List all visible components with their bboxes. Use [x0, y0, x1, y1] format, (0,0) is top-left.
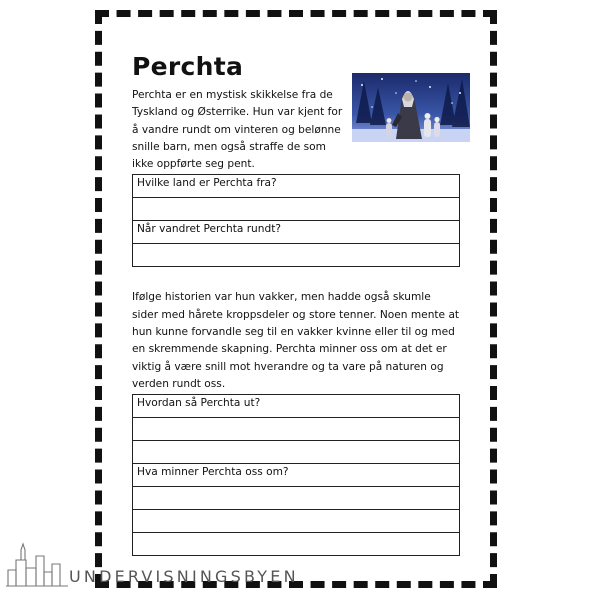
answer-line[interactable]	[133, 487, 460, 510]
answer-line[interactable]	[133, 244, 460, 267]
table-row	[133, 221, 460, 244]
answer-line[interactable]	[133, 441, 460, 464]
question-cell: Hvilke land er Perchta fra?	[133, 175, 460, 198]
table-row	[133, 464, 460, 487]
table-row	[133, 395, 460, 418]
table-row	[133, 487, 460, 510]
table-row	[133, 198, 460, 221]
winter-scene-image	[352, 73, 470, 142]
story-paragraph: Ifølge historien var hun vakker, men hadde også skumle sider med hårete kroppsdeler og store tenner. Noen mente at hun kunne forvandle seg til en vakker kvinne eller til og med en skremmende skapning. Perchta minner oss om at det er viktig å være snill mot hverandre og ta vare på naturen og verden rundt oss.	[132, 291, 460, 390]
table-row	[133, 175, 460, 198]
answer-line[interactable]	[133, 510, 460, 533]
question-cell: Når vandret Perchta rundt?	[133, 221, 460, 244]
perchta-illustration	[352, 73, 470, 142]
answer-line[interactable]	[133, 418, 460, 441]
worksheet-page	[95, 10, 497, 588]
answer-line[interactable]	[133, 198, 460, 221]
brand-name: UNDERVISNINGSBYEN	[69, 567, 299, 586]
table-row	[133, 441, 460, 464]
table-row	[133, 510, 460, 533]
question-cell: Hvordan så Perchta ut?	[133, 395, 460, 418]
intro-text: Perchta er en mystisk skikkelse fra de Tyskland og Østerrike. Hun var kjent for å vandre rundt om vinteren og belønne snille barn, men også straffe de som ikke oppførte seg pent.	[132, 89, 343, 171]
worksheet-content	[132, 52, 460, 556]
table-row	[133, 418, 460, 441]
question-cell: Hva minner Perchta oss om?	[133, 464, 460, 487]
city-skyline-icon	[6, 540, 76, 590]
table-row	[133, 244, 460, 267]
questions-table-2	[132, 394, 460, 556]
brand-watermark	[6, 540, 306, 592]
page-title: Perchta	[132, 52, 244, 81]
intro-section	[132, 87, 460, 173]
questions-table-1	[132, 174, 460, 267]
